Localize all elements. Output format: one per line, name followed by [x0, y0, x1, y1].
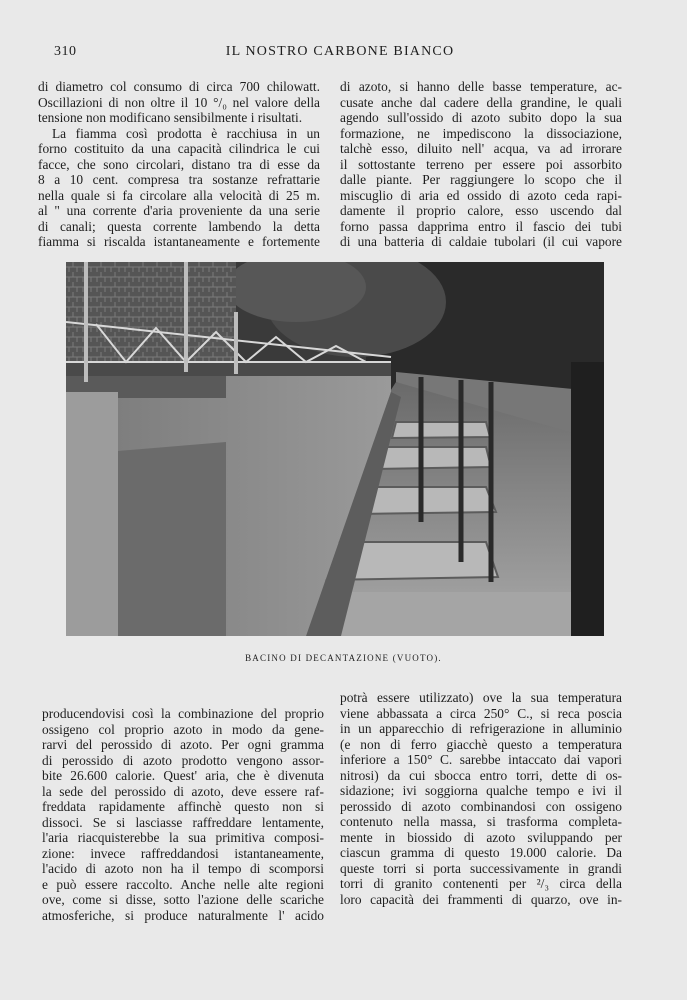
photograph-settling-basin [66, 262, 604, 636]
text-line: dalle piante. Per raggiungere lo scopo che il [340, 172, 622, 187]
text-line: inferiore a 150° C. sarebbe intaccato dai vapori [340, 752, 622, 767]
text-line: e può essere raccolto. Anche nelle alte regioni [42, 876, 324, 892]
text-line: contenuto nella massa, si trasforma completa- [340, 814, 622, 829]
text-line: di una batteria di caldaie tubolari (il cui vapore [340, 234, 622, 249]
text-line: miscuglio di aria ed ossido di azoto ceda rapi- [340, 187, 622, 203]
text-line: al " una corrente d'aria proveniente da una serie [38, 203, 320, 218]
text-line: torri di granito contenenti per ²/₃ circa della [340, 876, 622, 891]
text-line: loro capacità dei frammenti di quarzo, ove in- [340, 891, 622, 907]
text-line: atmosferiche, si produce naturalmente l' acido [42, 907, 324, 923]
text-line: Oscillazioni di non oltre il 10 °/₀ nel valore della [38, 94, 320, 110]
text-line: in un apparecchio di refrigerazione in alluminio [340, 721, 622, 736]
text-line: nella quale si fa circolare alla velocità di 25 m. [38, 187, 320, 203]
page-number: 310 [54, 44, 77, 59]
figure-caption: BACINO DI DECANTAZIONE (VUOTO). [245, 653, 442, 663]
text-line: queste torri si porta successivamente in grandi [340, 860, 622, 876]
text-line: di azoto, si hanno delle basse temperature, ac- [340, 79, 622, 94]
text-line: di diametro col consumo di circa 700 chilowatt. [38, 79, 320, 94]
text-line: dissoci. Se si lasciasse raffreddare lentamente, [42, 814, 324, 830]
text-line: forno passa dapprima entro il fascio dei tubi [340, 218, 622, 234]
text-line: sidazione; ivi soggiorna qualche tempo e ivi il [340, 783, 622, 798]
text-line: nitrosi) da cui sbocca entro torri, dette di os- [340, 767, 622, 783]
text-line: 8 a 10 cent. compresa tra sostanze refrattarie [38, 172, 320, 187]
text-line: di perossido di azoto prodotto vengono assor- [42, 752, 324, 768]
text-line: La fiamma così prodotta è racchiusa in un [52, 125, 320, 141]
page-header [38, 44, 642, 64]
text-line: damente il proprio calore, esso uscendo dal [340, 203, 622, 218]
text-line: l'aria riacquisterebbe la sua primitiva composi- [42, 830, 324, 845]
text-column-top-right [340, 79, 622, 250]
text-line: agendo sull'ossido di azoto subito dopo la sua [340, 110, 622, 125]
text-line: (e non di ferro giacchè questo a temperatura [340, 736, 622, 752]
text-line: ove, come si disse, sotto l'azione delle scariche [42, 892, 324, 907]
text-line: talchè esso, diluito nell' acqua, va ad irrorare [340, 141, 622, 156]
text-line: viene abbassata a circa 250° C., si reca poscia [340, 705, 622, 721]
running-title: IL NOSTRO CARBONE BIANCO [225, 44, 455, 59]
text-line: il sottostante terreno per essere poi assorbito [340, 156, 622, 172]
text-line: potrà essere utilizzato) ove la sua temperatura [340, 690, 622, 705]
text-line: tensione non modificano sensibilmente i risultati. [38, 110, 303, 125]
text-line: mente in biossido di azoto sviluppando per [340, 829, 622, 845]
text-line: perossido di azoto combinandosi con ossigeno [340, 798, 622, 814]
text-column-top-left [38, 79, 320, 250]
text-line: formazione, ne impediscono la dissociazione, [340, 125, 622, 141]
text-line: la sede del perossido di azoto, deve essere raf- [42, 783, 324, 799]
text-line: zione: invece raffreddandosi istantaneamente, [42, 845, 324, 861]
text-line: ossigeno col proprio azoto in modo da gene- [42, 721, 324, 737]
text-line: facce, che sono circolari, distano tra di esse da [38, 156, 320, 172]
text-line: l'acido di azoto non ha il tempo di scomporsi [42, 861, 324, 876]
text-line: freddata rapidamente affinchè questo non si [42, 799, 324, 814]
text-column-bottom-left [42, 706, 324, 923]
text-line: di canali; questa corrente lambendo la detta [38, 218, 320, 234]
text-line: rarvi del perossido di azoto. Per ogni gramma [42, 737, 324, 752]
text-line: forno costituito da una capacità cilindrica le cui [38, 141, 320, 156]
text-line: producendovisi così la combinazione del proprio [42, 706, 324, 721]
text-line: fiamma si riscalda istantaneamente e fortemente [38, 234, 320, 249]
text-column-bottom-right [340, 690, 622, 907]
text-line: ciascun gramma di questo 19.000 calorie. Da [340, 845, 622, 860]
text-line: cusate anche dal cadere della grandine, le quali [340, 94, 622, 110]
text-line: bite 26.600 calorie. Quest' aria, che è divenuta [42, 768, 324, 783]
